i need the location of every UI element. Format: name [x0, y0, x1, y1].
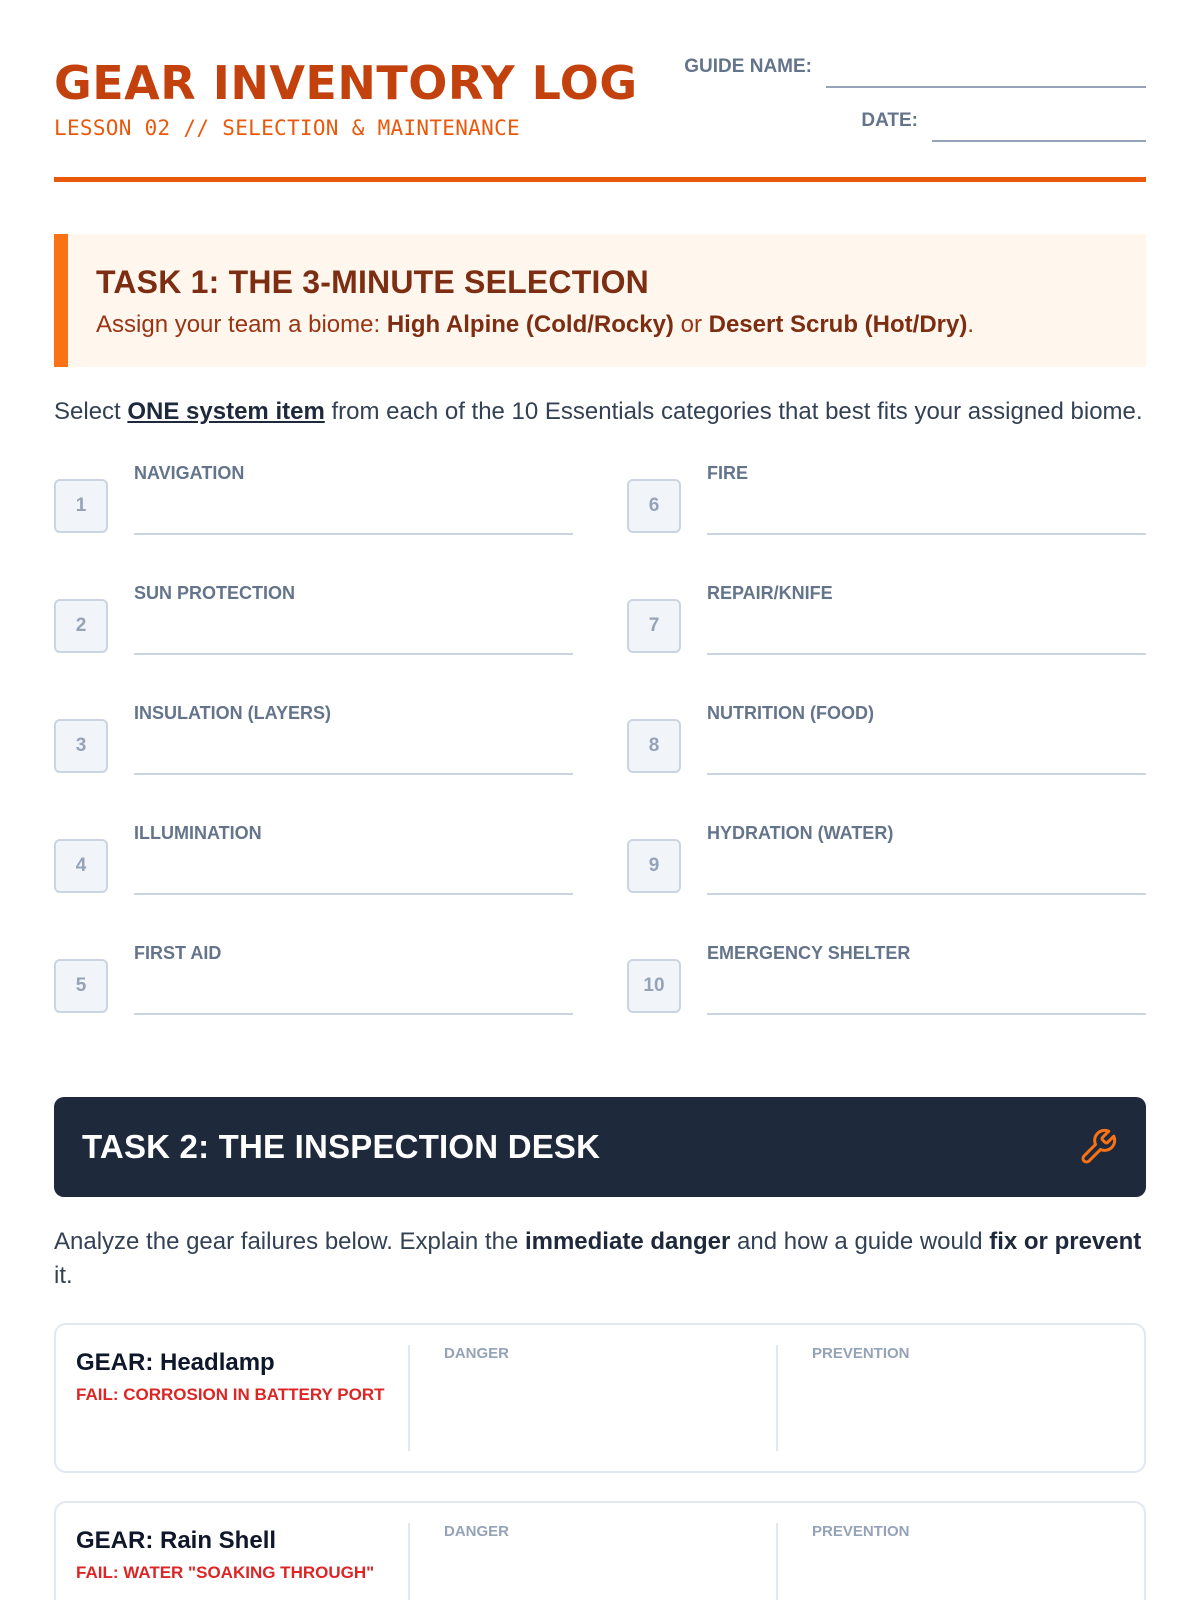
item-body: [707, 579, 1146, 699]
item-category-label: HYDRATION (WATER): [707, 823, 894, 843]
task2-instructions: [54, 1225, 1146, 1293]
gear-name: GEAR: Rain Shell: [76, 1527, 277, 1554]
item-answer-field[interactable]: [707, 773, 1146, 775]
item-answer-field[interactable]: [707, 533, 1146, 535]
task1-instructions: [54, 395, 1146, 429]
item-number-badge: 8: [627, 719, 681, 773]
header: [54, 0, 1146, 182]
item-number-badge: 2: [54, 599, 108, 653]
essential-item: [627, 459, 1146, 579]
date-field[interactable]: [932, 112, 1146, 142]
item-answer-field[interactable]: [707, 1013, 1146, 1015]
task1-assign-text: [96, 311, 1118, 339]
item-body: [134, 699, 573, 819]
item-body: [134, 459, 573, 579]
item-number-badge: 3: [54, 719, 108, 773]
item-category-label: FIRST AID: [134, 943, 222, 963]
date-row: [861, 112, 1146, 142]
biome-b: Desert Scrub (Hot/Dry): [708, 311, 968, 338]
item-category-label: NUTRITION (FOOD): [707, 703, 874, 723]
item-answer-field[interactable]: [707, 653, 1146, 655]
essential-item: [54, 819, 573, 939]
item-category-label: FIRE: [707, 463, 749, 483]
danger-label: DANGER: [444, 1345, 510, 1362]
item-body: [707, 699, 1146, 819]
item-number-badge: 7: [627, 599, 681, 653]
item-body: [134, 579, 573, 699]
essentials-grid: [54, 459, 1146, 1059]
inspection-card: [54, 1323, 1146, 1473]
assign-prefix: Assign your team a biome:: [96, 311, 387, 338]
t2-p2: and how a guide would: [730, 1228, 990, 1255]
item-number-badge: 6: [627, 479, 681, 533]
page-title: GEAR INVENTORY LOG: [54, 56, 638, 110]
danger-label: DANGER: [444, 1523, 510, 1540]
danger-field[interactable]: [410, 1523, 778, 1600]
essential-item: [54, 939, 573, 1059]
inspection-card: [54, 1501, 1146, 1600]
item-answer-field[interactable]: [134, 1013, 573, 1015]
task2-title: TASK 2: THE INSPECTION DESK: [82, 1128, 601, 1165]
instr-prefix: Select: [54, 398, 128, 425]
gear-name: GEAR: Headlamp: [76, 1349, 275, 1376]
essential-item: [54, 459, 573, 579]
item-body: [134, 939, 573, 1059]
item-answer-field[interactable]: [707, 893, 1146, 895]
instr-suffix: from each of the 10 Essentials categories that best fits your assigned biome.: [324, 398, 1143, 425]
task1-title: TASK 1: THE 3-MINUTE SELECTION: [96, 264, 649, 300]
item-category-label: NAVIGATION: [134, 463, 245, 483]
fail-description: FAIL: CORROSION IN BATTERY PORT: [76, 1385, 385, 1404]
item-category-label: ILLUMINATION: [134, 823, 262, 843]
wrench-icon: [1078, 1127, 1118, 1167]
item-category-label: INSULATION (LAYERS): [134, 703, 332, 723]
item-number-badge: 5: [54, 959, 108, 1013]
prevention-field[interactable]: [778, 1345, 1144, 1451]
item-category-label: REPAIR/KNIFE: [707, 583, 833, 603]
prevention-label: PREVENTION: [812, 1523, 910, 1540]
t2-p1: Analyze the gear failures below. Explain the: [54, 1228, 525, 1255]
essential-item: [54, 579, 573, 699]
essential-item: [54, 699, 573, 819]
prevention-field[interactable]: [778, 1523, 1144, 1600]
biome-a: High Alpine (Cold/Rocky): [386, 311, 674, 338]
gear-info: [56, 1345, 410, 1451]
item-category-label: EMERGENCY SHELTER: [707, 943, 911, 963]
item-answer-field[interactable]: [134, 773, 573, 775]
guide-name-row: [684, 58, 1146, 88]
item-body: [707, 819, 1146, 939]
page-subtitle: LESSON 02 // SELECTION & MAINTENANCE: [54, 116, 520, 140]
item-number-badge: 10: [627, 959, 681, 1013]
essential-item: [627, 939, 1146, 1059]
item-number-badge: 9: [627, 839, 681, 893]
danger-field[interactable]: [410, 1345, 778, 1451]
instr-emphasis: ONE system item: [127, 398, 325, 425]
inspection-cards: [54, 1323, 1146, 1600]
item-number-badge: 1: [54, 479, 108, 533]
t2-b2: fix or prevent: [989, 1228, 1142, 1255]
guide-name-field[interactable]: [826, 58, 1146, 88]
task2-banner: [54, 1097, 1146, 1197]
fail-description: FAIL: WATER "SOAKING THROUGH": [76, 1563, 375, 1582]
essential-item: [627, 579, 1146, 699]
t2-b1: immediate danger: [524, 1228, 731, 1255]
essential-item: [627, 699, 1146, 819]
guide-name-label: GUIDE NAME:: [684, 56, 812, 77]
item-category-label: SUN PROTECTION: [134, 583, 296, 603]
item-body: [707, 939, 1146, 1059]
item-answer-field[interactable]: [134, 653, 573, 655]
or-text: or: [673, 311, 709, 338]
task1-banner: [54, 234, 1146, 367]
prevention-label: PREVENTION: [812, 1345, 910, 1362]
item-body: [134, 819, 573, 939]
item-number-badge: 4: [54, 839, 108, 893]
gear-info: [56, 1523, 410, 1600]
t2-p3: it.: [54, 1262, 73, 1289]
period: .: [967, 311, 974, 338]
date-label: DATE:: [861, 110, 918, 131]
item-body: [707, 459, 1146, 579]
essential-item: [627, 819, 1146, 939]
item-answer-field[interactable]: [134, 893, 573, 895]
item-answer-field[interactable]: [134, 533, 573, 535]
